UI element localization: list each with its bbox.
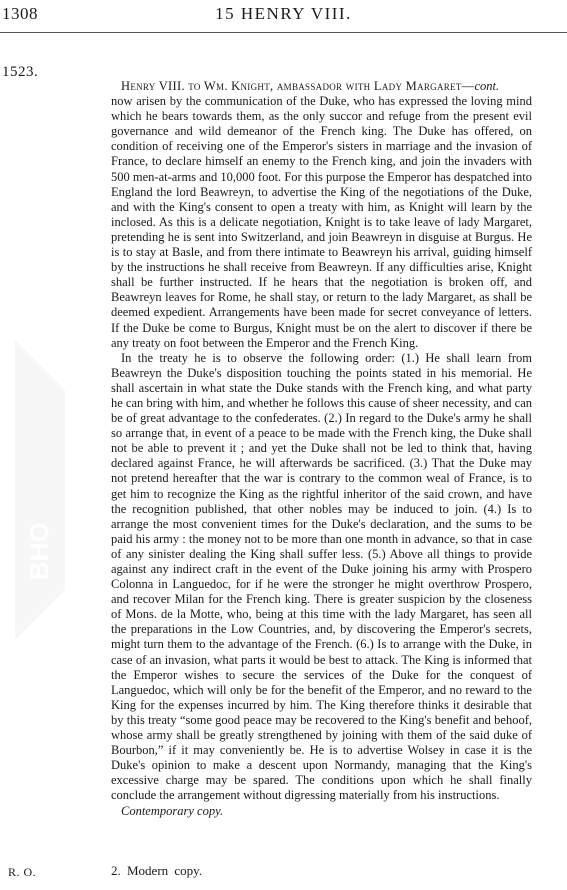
header-rule <box>0 32 567 33</box>
item-number: 2. Modern copy. <box>111 863 203 878</box>
year-marginal: 1523. <box>2 64 39 80</box>
watermark-text: BHO <box>24 522 54 580</box>
source-note: Contemporary copy. <box>121 803 224 818</box>
heading-title: Henry VIII. to Wm. Knight, ambassador with Lady Margaret— <box>121 79 475 93</box>
watermark-logo <box>10 330 70 650</box>
letter-heading <box>111 79 532 94</box>
reference-label: R. O. <box>8 865 37 879</box>
paragraph-2: In the treaty he is to observe the following order: (1.) He shall learn from Beawreyn the Duke's disposition touching the points stated in his memorial. He shall ascertain in what state the Duke stands with the French king, and what party he can bring with him, and whether he follows this cause of sheer necessity, and can be of great advantage to the confederates. (2.) In regard to the Duke's army he shall so arrange that, in event of a peace to be made with the French king, the Duke shall not be able to prevent it ; and yet the Duke shall not be led to think that, having declared against France, he will afterwards be sacrificed. (3.) That the Duke may not pretend hereafter that the war is contrary to the common weal of France, is to get him to recognize the King as the rightful inheritor of the said crown, and have the recognition published, that other nobles may be induced to join. (4.) Is to arrange the most convenient times for the Duke's declaration, and the sums to be paid his army : the money not to be more than one month in advance, so that in case of any sinister dealing the King shall suffer less. (5.) Above all things to provide against any indirect craft in the event of the Duke joining his army with Prospero Colonna in Languedoc, for if he were the stronger he might overthrow Prospero, and recover Milan for the French king. There is greater suspicion by the closeness of Mons. de la Motte, who, being at this time with the lady Margaret, has seen all the preparations in the Low Countries, and, by discovering the Emperor's secrets, might turn them to the advantage of the French. (6.) Is to arrange with the Duke, in case of an invasion, what parts it would be best to attack. The King is informed that the Emperor wishes to secure the services of the Duke for the conquest of Languedoc, which will only be for the benefit of the Emperor, and no reward to the King for the expenses incurred by him. The King therefore thinks it desirable that by this treaty “some good peace may be recovered to the King's benefit and behoof, whose army shall be greatly strengthened by joining with them of the said duke of Bourbon,” if it may conveniently be. He is to advertise Wolsey in case it is the Duke's opinion to make a descent upon Normandy, managing that the King's excessive charge may be spared. The conditions upon which he shall finally conclude the arrangement without digressing materially from his instructions. <box>111 350 532 803</box>
running-head: 15 HENRY VIII. <box>215 4 352 23</box>
document-body <box>111 79 532 819</box>
page-number: 1308 <box>2 4 38 23</box>
paragraph-1: now arisen by the communication of the Duke, who has expressed the loving mind which he bears towards them, as the only succor and refuge from the present evil governance and wild demeanor of the French king. The Duke has offered, on condition of receiving one of the Emperor's sisters in marriage and the invasion of France, to declare himself an enemy to the French king, and join the invaders with 500 men-at-arms and 10,000 foot. For this purpose the Emperor has despatched into England the lord Beawreyn, to advertise the King of the negotiations of the Duke, and with the King's consent to open a treaty with him, as Knight will learn by the inclosed. As this is a delicate negotiation, Knight is to take leave of lady Margaret, pretending he is sent into Switzerland, and join Beawreyn in disguise at Burgus. He is to stay at Basle, and from there intimate to Beawreyn his arrival, guiding himself by the instructions he shall receive from Beawreyn. If any difficulties arise, Knight shall be further instructed. If he hears that the negotiation is broken off, and Beawreyn leaves for Rome, he shall stay, or return to the lady Margaret, as shall be deemed expedient. Arrangements have been made for secret conveyance of letters. If the Duke be come to Burgus, Knight must be on the alert to discover if there be any treaty on foot between the Emperor and the French King. <box>111 94 532 350</box>
heading-cont: cont. <box>474 79 500 93</box>
